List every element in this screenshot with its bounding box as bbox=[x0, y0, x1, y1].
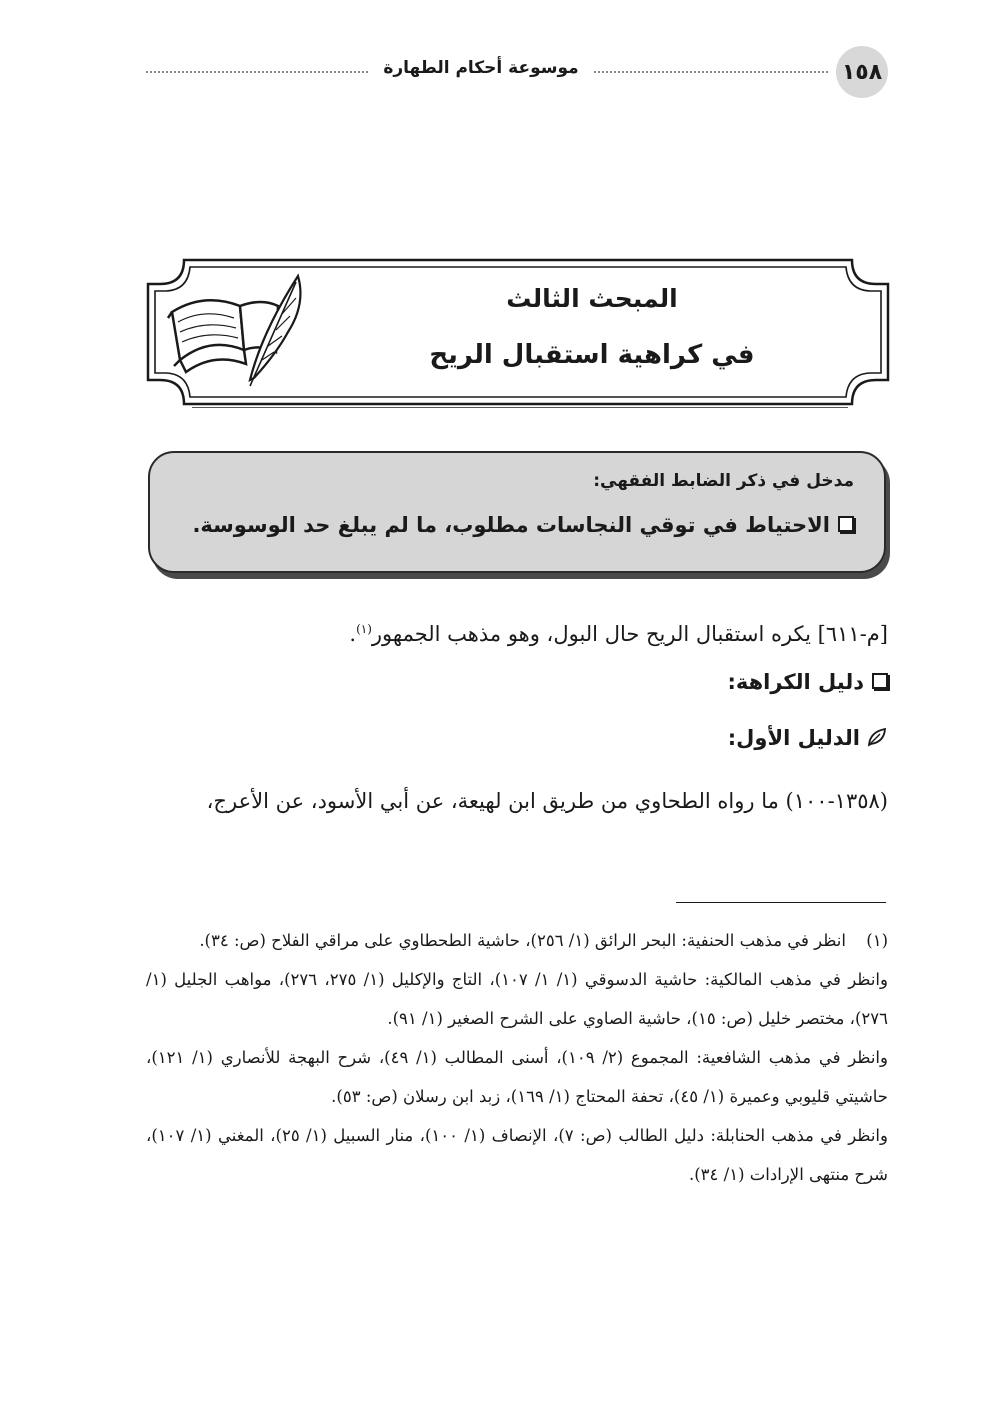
first-evidence-heading bbox=[146, 716, 888, 760]
hadith-text: (١٣٥٨-١٠٠) ما رواه الطحاوي من طريق ابن لهيعة، عن أبي الأسود، عن الأعرج، bbox=[206, 789, 888, 813]
footnote-ref: (١) bbox=[356, 622, 372, 636]
issue-end: . bbox=[349, 622, 357, 646]
evidence-kind-label: دليل الكراهة: bbox=[727, 670, 864, 694]
rule-text: الاحتياط في توقي النجاسات مطلوب، ما لم يبلغ حد الوسوسة. bbox=[192, 513, 830, 537]
header-dotted-rule bbox=[146, 71, 368, 73]
checkbox-icon bbox=[872, 673, 888, 689]
chapter-title: في كراهية استقبال الريح bbox=[429, 340, 755, 370]
checkbox-icon bbox=[838, 516, 854, 532]
footnote-hanafi: انظر في مذهب الحنفية: البحر الرائق (١/ ٢٥٦)، حاشية الطحطاوي على مراقي الفلاح (ص: ٣٤). bbox=[199, 931, 846, 950]
footnote-hanbali: وانظر في مذهب الحنابلة: دليل الطالب (ص: ٧)، الإنصاف (١/ ١٠٠)، منار السبيل (١/ ٢٥)، المغني (١/ ١٠٧)، شرح منتهى الإرادات (١/ ٣٤). bbox=[146, 1126, 888, 1184]
first-evidence-label: الدليل الأول: bbox=[727, 726, 860, 750]
book-title: موسوعة أحكام الطهارة bbox=[383, 58, 579, 78]
rule-box bbox=[148, 451, 886, 573]
footnote-shafii: وانظر في مذهب الشافعية: المجموع (٢/ ١٠٩)، أسنى المطالب (١/ ٤٩)، شرح البهجة للأنصاري (١/ ١٢١)، حاشيتي قليوبي وعميرة (١/ ٤٥)، تحفة المحتاج (١/ ١٦٩)، زبد ابن رسلان (ص: ٥٣). bbox=[146, 1048, 888, 1106]
book-quill-icon bbox=[158, 262, 308, 398]
page-number: ١٥٨ bbox=[836, 46, 888, 98]
leaf-icon bbox=[866, 726, 888, 748]
issue-text: [م-٦١١] يكره استقبال الريح حال البول، وهو مذهب الجمهور bbox=[371, 622, 888, 646]
footnote-divider bbox=[676, 902, 886, 903]
header-dotted-rule bbox=[594, 71, 828, 73]
footnote-maliki: وانظر في مذهب المالكية: حاشية الدسوقي (١/ ١/ ١٠٧)، التاج والإكليل (١/ ٢٧٥، ٢٧٦)، مواهب الجليل (١/ ٢٧٦)، مختصر خليل (ص: ١٥)، حاشية الصاوي على الشرح الصغير (١/ ٩١). bbox=[146, 970, 888, 1028]
chapter-label: المبحث الثالث bbox=[506, 284, 678, 313]
rule-heading: مدخل في ذكر الضابط الفقهي: bbox=[593, 471, 854, 491]
footnotes bbox=[146, 921, 888, 1194]
footnote-item bbox=[146, 921, 888, 960]
evidence-kind-heading bbox=[146, 660, 888, 704]
rule-text-line bbox=[180, 505, 854, 545]
chapter-frame bbox=[144, 256, 892, 408]
issue-statement bbox=[146, 601, 888, 662]
footnote-number: (١) bbox=[866, 931, 888, 950]
